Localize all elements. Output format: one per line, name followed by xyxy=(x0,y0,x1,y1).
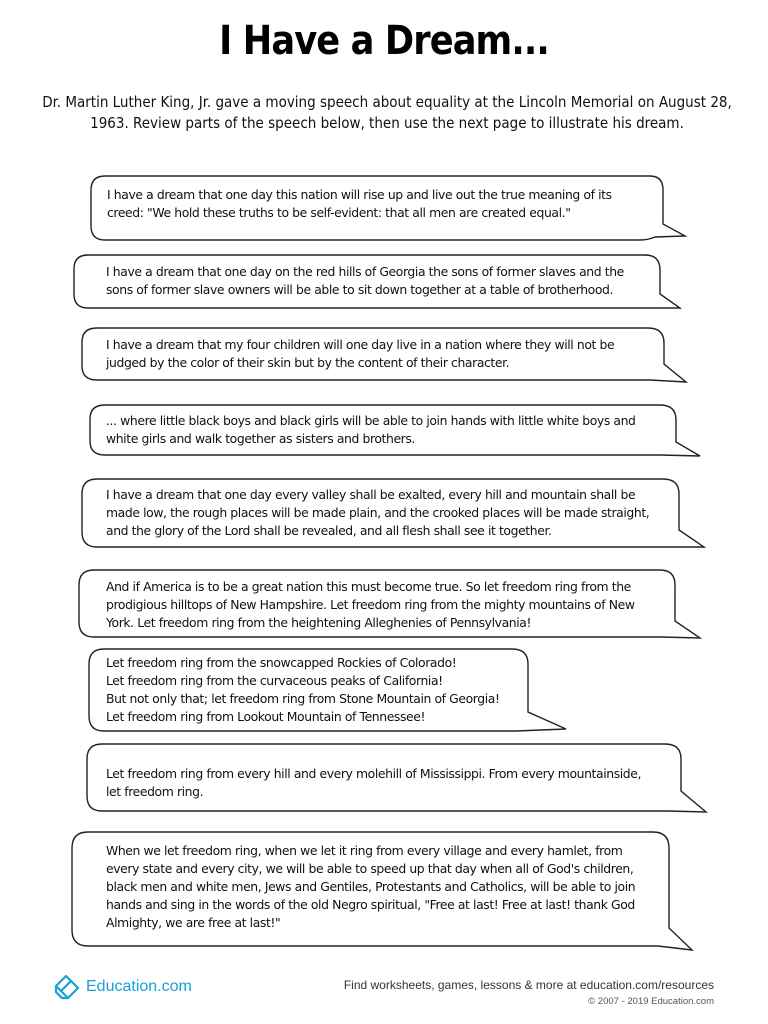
education-logo-icon xyxy=(52,972,82,1002)
quote-3: I have a dream that my four children will one day live in a nation where they will not be judged by the color of their skin but by the content of their character. xyxy=(106,337,615,370)
education-logo-text: Education.com xyxy=(86,978,192,995)
education-logo[interactable] xyxy=(52,972,192,1002)
quote-1: I have a dream that one day this nation will rise up and live out the true meaning of its creed: "We hold these truths to be self-evident: that all men are created equal." xyxy=(107,187,612,220)
page-title: I Have a Dream... xyxy=(219,18,549,64)
quote-7: Let freedom ring from the snowcapped Rockies of Colorado! Let freedom ring from the curvaceous peaks of California! But not only that; let freedom ring from Stone Mountain of Georgia! Let freedom ring from Lookout Mountain of Tennessee! xyxy=(106,655,500,724)
quote-6: And if America is to be a great nation this must become true. So let freedom ring from the prodigious hilltops of New Hampshire. Let freedom ring from the mighty mountains of New York. Let freedom ring from the heightening Alleghenies of Pennsylvania! xyxy=(106,579,635,630)
footer-copyright: © 2007 - 2019 Education.com xyxy=(588,996,714,1007)
quote-5: I have a dream that one day every valley shall be exalted, every hill and mountain shall be made low, the rough places will be made plain, and the crooked places will be made straight, and the glory of the Lord shall be revealed, and all flesh shall see it together. xyxy=(106,487,650,538)
quote-8: Let freedom ring from every hill and every molehill of Mississippi. From every mountainside, let freedom ring. xyxy=(106,766,642,799)
footer-tagline[interactable]: Find worksheets, games, lessons & more at education.com/resources xyxy=(343,978,714,992)
quote-4: ... where little black boys and black girls will be able to join hands with little white boys and white girls and walk together as sisters and brothers. xyxy=(106,413,636,446)
quote-2: I have a dream that one day on the red hills of Georgia the sons of former slaves and the sons of former slave owners will be able to sit down together at a table of brotherhood. xyxy=(106,264,624,297)
quote-9: When we let freedom ring, when we let it ring from every village and every hamlet, from every state and every city, we will be able to speed up that day when all of God's children, black men and white men, Jews and Gentiles, Protestants and Catholics, will be able to join hands and sing in the words of the old Negro spiritual, "Free at last! Free at last! thank God Almighty, we are free at last!" xyxy=(106,843,636,930)
intro-text: Dr. Martin Luther King, Jr. gave a moving speech about equality at the Lincoln Memorial on August 28, 1963. Review parts of the speech below, then use the next page to illustrate his dream. xyxy=(42,93,732,132)
